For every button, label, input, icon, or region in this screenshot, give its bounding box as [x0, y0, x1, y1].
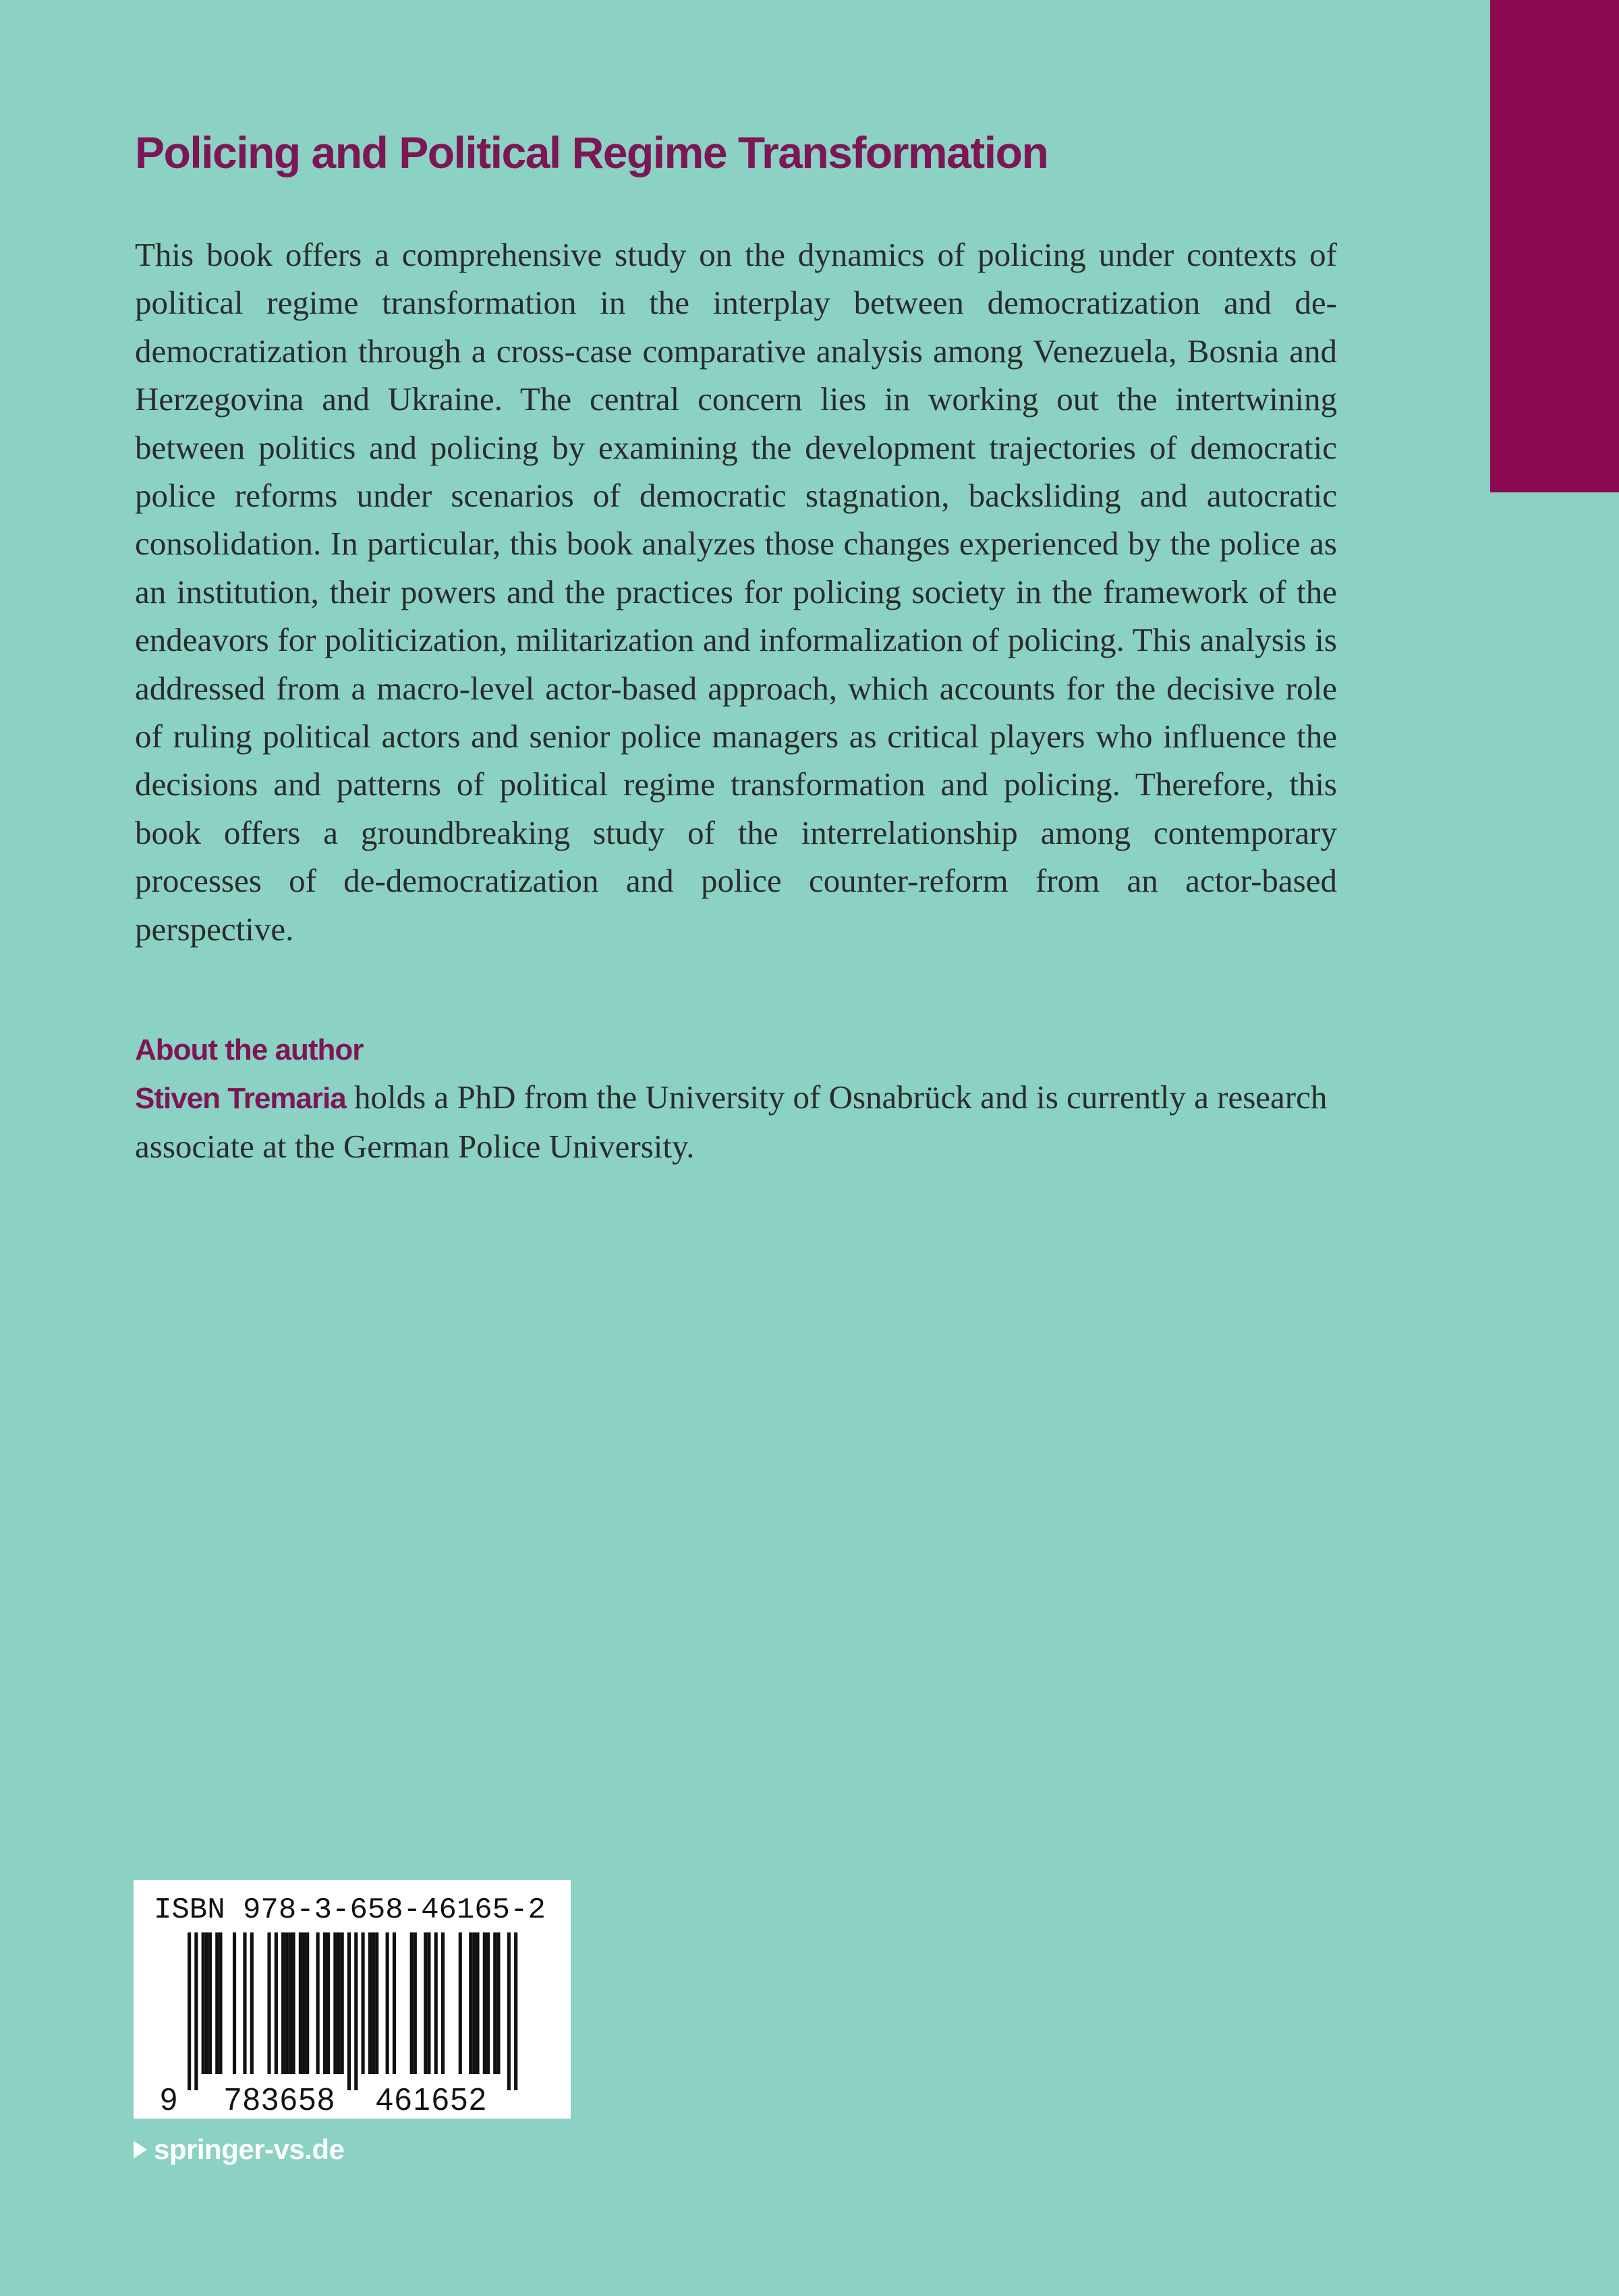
barcode-bar — [434, 1932, 438, 2074]
barcode-bar — [205, 1932, 208, 2074]
barcode-bar — [386, 1932, 389, 2074]
barcode-bar — [202, 1932, 205, 2074]
barcode-bar — [292, 1932, 295, 2074]
barcode-bar — [496, 1932, 500, 2074]
barcode-bar — [414, 1932, 417, 2074]
barcode-bar — [469, 1932, 472, 2074]
barcode-bar — [337, 1932, 340, 2074]
publisher-website-text: springer-vs.de — [154, 2133, 345, 2165]
barcode-bar — [410, 1932, 414, 2074]
barcode-bar — [326, 1932, 330, 2074]
barcode-bar — [219, 1932, 222, 2074]
barcode-bar — [347, 1932, 351, 2090]
barcode-bar — [476, 1932, 479, 2074]
barcode-bar — [483, 1932, 486, 2074]
barcode-bar — [372, 1932, 375, 2074]
barcode-bar — [285, 1932, 288, 2074]
barcode-bar — [323, 1932, 326, 2074]
barcode-bar — [424, 1932, 427, 2074]
barcode-bar — [507, 1932, 511, 2090]
barcode-bar — [368, 1932, 372, 2074]
barcode-bar — [427, 1932, 430, 2074]
barcode-icon — [134, 1880, 571, 2119]
barcode-bar — [316, 1932, 320, 2074]
barcode-digit-first: 9 — [160, 2082, 177, 2117]
barcode-bar — [375, 1932, 378, 2074]
barcode-bar — [441, 1932, 445, 2074]
barcode-bar — [299, 1932, 302, 2074]
barcode-bar — [288, 1932, 291, 2074]
barcode-bar — [281, 1932, 285, 2074]
isbn-barcode — [134, 1880, 571, 2119]
barcode-bar — [208, 1932, 212, 2074]
barcode-digits-left: 783658 — [224, 2082, 336, 2117]
accent-bar — [1490, 0, 1619, 492]
barcode-bar — [486, 1932, 490, 2074]
barcode-bar — [354, 1932, 358, 2090]
barcode-bar — [393, 1932, 396, 2074]
book-description: This book offers a comprehensive study on the dynamics of policing under contexts of political regime transformation in the interplay between democratization and de-democratization through a cross-case comparative analysis among Venezuela, Bosnia and Herzegovina and Ukraine. The central concern lies in working out the intertwining between politics and policing by examining the development trajectories of democratic police reforms under scenarios of democratic stagnation, backsliding and autocratic consolidation. In particular, this book analyzes those changes experienced by the police as an institution, their powers and the practices for policing society in the framework of the endeavors for politicization, militarization and informalization of policing. This analysis is addressed from a macro-level actor-based approach, which accounts for the decisive role of ruling political actors and senior police managers as critical players who influence the decisions and patterns of political regime transformation and policing. Therefore, this book offers a groundbreaking study of the interrelationship among contemporary processes of de-democratization and police counter-reform from an actor-based perspective. — [135, 236, 1337, 948]
isbn-label: ISBN 978-3-658-46165-2 — [154, 1893, 546, 1927]
barcode-bar — [275, 1932, 278, 2074]
barcode-bar — [493, 1932, 496, 2074]
barcode-bar — [233, 1932, 236, 2074]
publisher-website-link[interactable] — [134, 2131, 344, 2168]
barcode-bar — [472, 1932, 476, 2074]
barcode-bar — [243, 1932, 246, 2074]
barcode-bar — [341, 1932, 344, 2074]
arrow-right-icon — [134, 2141, 147, 2158]
barcode-bar — [302, 1932, 306, 2074]
barcode-bar — [333, 1932, 337, 2074]
author-bio-text: holds a PhD from the University of Osnabrück and is currently a research associate at the German Police University. — [135, 1079, 1328, 1166]
barcode-bar — [306, 1932, 309, 2074]
barcode-bar — [194, 1932, 198, 2090]
author-name: Stiven Tremaria — [135, 1082, 346, 1115]
barcode-bar — [362, 1932, 365, 2074]
book-title: Policing and Political Regime Transformation — [135, 127, 1048, 177]
barcode-bar — [250, 1932, 254, 2074]
author-bio — [135, 1073, 1342, 1171]
barcode-bar — [514, 1932, 517, 2090]
barcode-bar — [459, 1932, 462, 2074]
barcode-bar — [267, 1932, 271, 2074]
barcode-bar — [188, 1932, 191, 2090]
barcode-bar — [215, 1932, 219, 2074]
barcode-digits-right: 461652 — [376, 2082, 488, 2117]
about-author-heading: About the author — [135, 1033, 364, 1066]
